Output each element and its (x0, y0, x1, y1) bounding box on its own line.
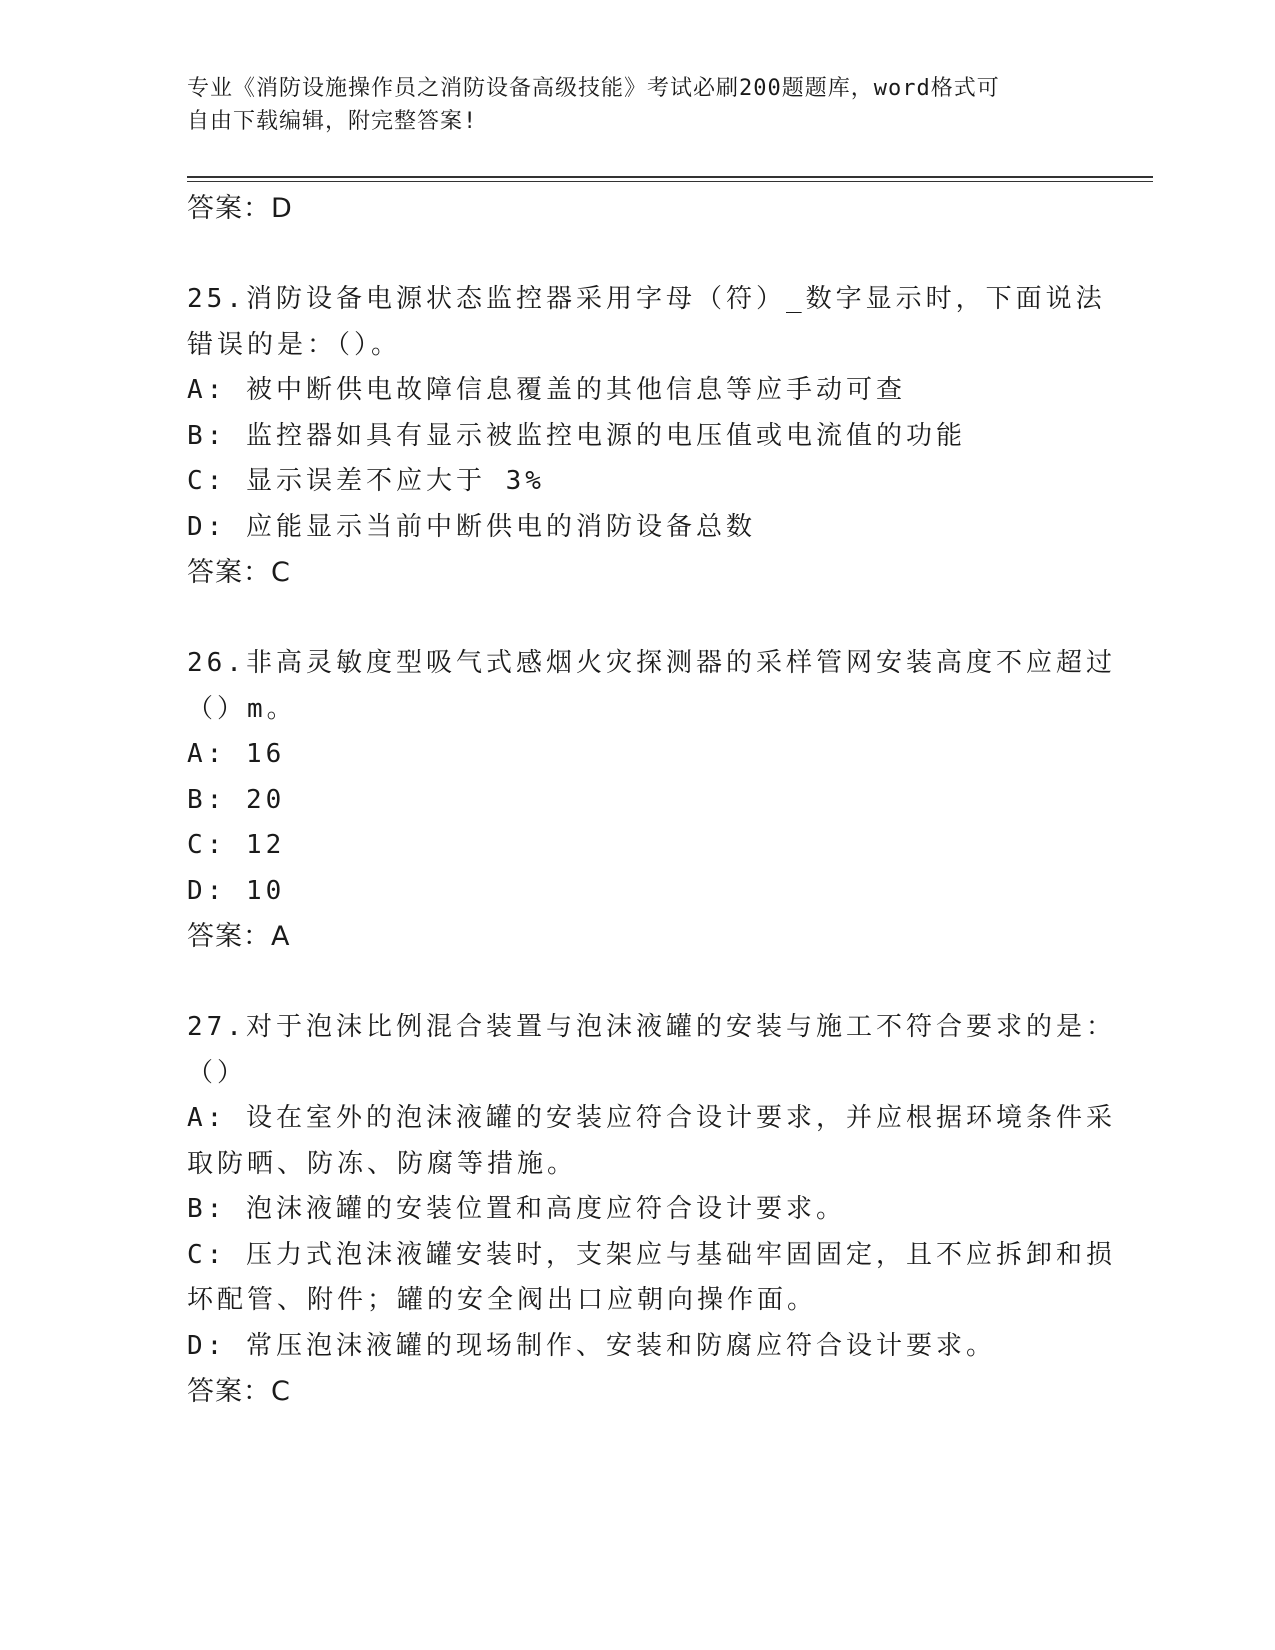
option-a: A: 16 (187, 739, 286, 769)
option-c: C: 显示误差不应大于 3% (187, 466, 545, 496)
question-stem: 25.消防设备电源状态监控器采用字母（符）_数字显示时，下面说法 (187, 284, 1106, 314)
spacer (187, 232, 1087, 278)
answer: 答案：C (187, 1376, 291, 1407)
header-line-1: 专业《消防设施操作员之消防设备高级技能》考试必刷200题题库，word格式可 (187, 76, 1000, 101)
option-b: B: 监控器如具有显示被监控电源的电压值或电流值的功能 (187, 420, 966, 451)
question-stem-continued: （）m。 (187, 693, 297, 724)
spacer (187, 960, 1087, 1006)
answer: 答案：A (187, 921, 291, 952)
option-c-continued: 坏配管、附件；罐的安全阀出口应朝向操作面。 (187, 1285, 818, 1315)
option-d: D: 常压泡沫液罐的现场制作、安装和防腐应符合设计要求。 (187, 1330, 996, 1361)
question-stem: 26.非高灵敏度型吸气式感烟火灾探测器的采样管网安装高度不应超过 (187, 648, 1116, 678)
option-d: D: 10 (187, 875, 286, 906)
document-header (187, 72, 1067, 138)
question-25 (187, 277, 1106, 596)
option-b: B: 泡沫液罐的安装位置和高度应符合设计要求。 (187, 1194, 846, 1224)
question-27 (187, 1005, 1116, 1415)
previous-question-answer: 答案：D (187, 193, 293, 224)
question-stem-continued: 错误的是：（）。 (187, 329, 402, 360)
answer: 答案：C (187, 557, 291, 588)
question-26 (187, 641, 1116, 960)
option-b: B: 20 (187, 784, 286, 815)
option-c: C: 压力式泡沫液罐安装时，支架应与基础牢固固定，且不应拆卸和损 (187, 1239, 1116, 1270)
option-a: A: 被中断供电故障信息覆盖的其他信息等应手动可查 (187, 375, 906, 405)
header-divider-thick (187, 176, 1153, 178)
option-d: D: 应能显示当前中断供电的消防设备总数 (187, 511, 756, 542)
header-line-2: 自由下载编辑，附完整答案! (187, 109, 478, 134)
spacer (187, 596, 1087, 642)
option-a: A: 设在室外的泡沫液罐的安装应符合设计要求，并应根据环境条件采 (187, 1103, 1116, 1133)
option-a-continued: 取防晒、防冻、防腐等措施。 (187, 1148, 578, 1179)
question-list (187, 186, 1116, 1415)
header-divider-thin (187, 181, 1153, 182)
option-c: C: 12 (187, 830, 286, 860)
question-stem: 27.对于泡沫比例混合装置与泡沫液罐的安装与施工不符合要求的是： (187, 1012, 1116, 1042)
question-stem-continued: （） (187, 1057, 248, 1088)
